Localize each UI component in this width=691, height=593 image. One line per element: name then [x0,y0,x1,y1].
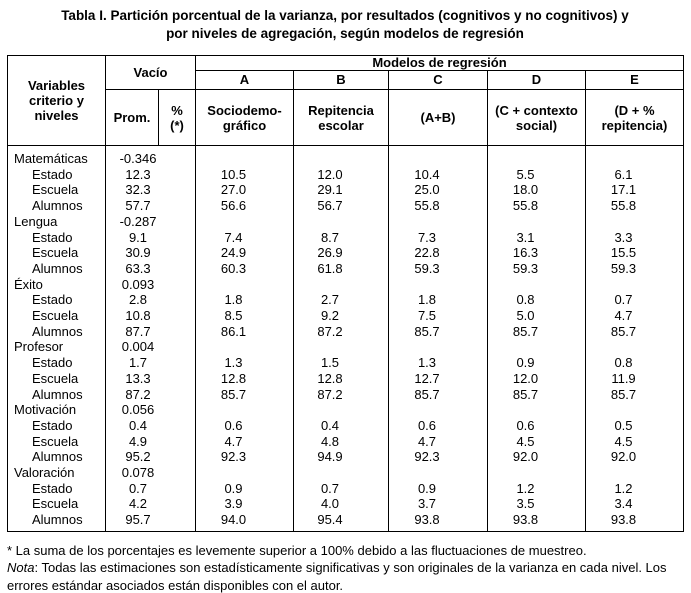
model-value-cell [488,339,586,355]
model-value-cell: 3.7 [389,496,488,512]
table-row [8,292,684,308]
data-table [7,55,684,532]
model-value-cell: 25.0 [389,182,488,198]
model-value-cell: 85.7 [488,324,586,340]
model-value-cell: 0.6 [196,418,294,434]
model-value-cell: 12.8 [196,371,294,387]
level-label-cell: Alumnos [8,198,106,214]
model-value-cell [389,402,488,418]
model-value-cell: 92.0 [488,449,586,465]
table-row [8,371,684,387]
table-row [8,496,684,512]
model-value-cell: 1.5 [294,355,389,371]
model-value-cell [586,402,684,418]
model-value-cell: 4.7 [389,434,488,450]
model-value-cell: 3.4 [586,496,684,512]
vacio-value-cell: 4.9 [106,434,196,450]
model-value-cell: 1.2 [586,481,684,497]
model-value-cell: 92.3 [389,449,488,465]
model-value-cell: 94.0 [196,512,294,531]
level-label-cell: Estado [8,167,106,183]
model-value-cell: 55.8 [389,198,488,214]
header-modelos: Modelos de regresión [196,56,684,71]
model-value-cell: 12.0 [294,167,389,183]
model-value-cell [389,277,488,293]
model-value-cell: 3.9 [196,496,294,512]
header-desc-c: (A+B) [389,90,488,146]
model-value-cell: 6.1 [586,167,684,183]
model-value-cell: 24.9 [196,245,294,261]
header-desc-e: (D + % repitencia) [586,90,684,146]
table-title-line2: por niveles de agregación, según modelos de regresión [166,26,524,41]
level-label-cell: Alumnos [8,449,106,465]
model-value-cell: 0.9 [196,481,294,497]
vacio-value-cell: 95.7 [106,512,196,531]
header-model-c: C [389,71,488,90]
model-value-cell: 4.7 [586,308,684,324]
model-value-cell [586,214,684,230]
vacio-value-cell: 87.2 [106,387,196,403]
level-label-cell: Escuela [8,434,106,450]
header-pct-asterisk: (*) [170,117,184,133]
model-value-cell: 0.6 [389,418,488,434]
model-value-cell [488,402,586,418]
model-value-cell: 27.0 [196,182,294,198]
model-value-cell: 1.8 [196,292,294,308]
level-label-cell: Estado [8,481,106,497]
model-value-cell [389,214,488,230]
level-label-cell: Escuela [8,245,106,261]
model-value-cell: 4.5 [488,434,586,450]
header-variables: Variables criterio y niveles [8,56,106,146]
vacio-value-cell: -0.346 [106,146,196,167]
model-value-cell: 7.3 [389,230,488,246]
header-model-e: E [586,71,684,90]
header-model-b: B [294,71,389,90]
level-label-cell: Alumnos [8,261,106,277]
level-label-cell: Alumnos [8,512,106,531]
model-value-cell: 0.4 [294,418,389,434]
model-value-cell: 3.1 [488,230,586,246]
model-value-cell: 95.4 [294,512,389,531]
model-value-cell: 7.4 [196,230,294,246]
model-value-cell [586,277,684,293]
model-value-cell: 0.5 [586,418,684,434]
header-pct [159,90,196,146]
model-value-cell [196,146,294,167]
level-label-cell: Escuela [8,371,106,387]
model-value-cell [389,465,488,481]
model-value-cell: 5.0 [488,308,586,324]
footnote-nota-text: : Todas las estimaciones son estadísticamente significativas y son originales de la varianza en cada nivel. Los errores estándar asociados están disponibles con el autor. [7,560,667,593]
table-title-line1: Tabla I. Partición porcentual de la varianza, por resultados (cognitivos y no cognitivos) y [61,8,629,23]
vacio-value-cell: 12.3 [106,167,196,183]
model-value-cell [389,146,488,167]
vacio-value-cell: 10.8 [106,308,196,324]
model-value-cell: 55.8 [586,198,684,214]
model-value-cell [586,146,684,167]
vacio-value-cell: 1.7 [106,355,196,371]
header-model-a: A [196,71,294,90]
vacio-value-cell: 13.3 [106,371,196,387]
table-row [8,167,684,183]
footnote-nota-label: Nota [7,560,35,576]
model-value-cell: 1.2 [488,481,586,497]
table-row [8,146,684,167]
model-value-cell: 8.7 [294,230,389,246]
table-row [8,277,684,293]
section-label-cell: Éxito [8,277,106,293]
model-value-cell: 0.8 [586,355,684,371]
model-value-cell: 0.7 [294,481,389,497]
table-row [8,449,684,465]
vacio-value-cell: 57.7 [106,198,196,214]
model-value-cell: 87.2 [294,324,389,340]
level-label-cell: Escuela [8,308,106,324]
model-value-cell: 29.1 [294,182,389,198]
model-value-cell: 93.8 [488,512,586,531]
model-value-cell: 85.7 [586,387,684,403]
model-value-cell: 26.9 [294,245,389,261]
model-value-cell: 2.7 [294,292,389,308]
level-label-cell: Estado [8,418,106,434]
model-value-cell: 12.7 [389,371,488,387]
header-row-descriptions [8,90,684,146]
model-value-cell: 86.1 [196,324,294,340]
model-value-cell: 93.8 [586,512,684,531]
table-row [8,481,684,497]
table-row [8,245,684,261]
model-value-cell [488,214,586,230]
model-value-cell [294,402,389,418]
level-label-cell: Estado [8,292,106,308]
level-label-cell: Alumnos [8,387,106,403]
model-value-cell: 18.0 [488,182,586,198]
table-header [8,56,684,146]
model-value-cell [196,277,294,293]
model-value-cell: 3.3 [586,230,684,246]
model-value-cell: 17.1 [586,182,684,198]
model-value-cell: 94.9 [294,449,389,465]
section-label-cell: Lengua [8,214,106,230]
vacio-value-cell: -0.287 [106,214,196,230]
model-value-cell [196,214,294,230]
model-value-cell: 10.4 [389,167,488,183]
footnote-asterisk: * La suma de los porcentajes es levemente superior a 100% debido a las fluctuaciones de muestreo. [7,542,587,558]
model-value-cell [294,465,389,481]
model-value-cell: 4.7 [196,434,294,450]
model-value-cell [196,339,294,355]
vacio-value-cell: 0.093 [106,277,196,293]
vacio-value-cell: 4.2 [106,496,196,512]
header-desc-a: Sociodemo-gráfico [196,90,294,146]
level-label-cell: Estado [8,230,106,246]
model-value-cell: 4.5 [586,434,684,450]
model-value-cell: 9.2 [294,308,389,324]
level-label-cell: Estado [8,355,106,371]
model-value-cell: 0.9 [488,355,586,371]
header-vacio: Vacío [106,56,196,90]
table-row [8,182,684,198]
model-value-cell [586,465,684,481]
model-value-cell: 1.3 [389,355,488,371]
model-value-cell: 7.5 [389,308,488,324]
model-value-cell [488,277,586,293]
table-row [8,512,684,531]
model-value-cell: 4.0 [294,496,389,512]
model-value-cell: 12.0 [488,371,586,387]
footnote-nota [7,559,685,593]
model-value-cell: 85.7 [389,387,488,403]
table-row [8,198,684,214]
model-value-cell: 1.3 [196,355,294,371]
table-row [8,465,684,481]
model-value-cell [294,339,389,355]
model-value-cell: 0.9 [389,481,488,497]
section-label-cell: Matemáticas [8,146,106,167]
model-value-cell: 12.8 [294,371,389,387]
model-value-cell [586,339,684,355]
table-row [8,402,684,418]
model-value-cell: 11.9 [586,371,684,387]
model-value-cell: 93.8 [389,512,488,531]
header-prom: Prom. [106,90,159,146]
table-row [8,230,684,246]
vacio-value-cell: 87.7 [106,324,196,340]
vacio-value-cell: 30.9 [106,245,196,261]
vacio-value-cell: 63.3 [106,261,196,277]
table-title [7,7,683,43]
model-value-cell: 85.7 [586,324,684,340]
table-row [8,387,684,403]
table-row [8,214,684,230]
model-value-cell: 0.7 [586,292,684,308]
footnotes [7,542,685,593]
model-value-cell: 0.8 [488,292,586,308]
header-desc-b: Repitencia escolar [294,90,389,146]
table-row [8,355,684,371]
header-pct-symbol: % [171,102,183,118]
header-row-groups [8,56,684,71]
vacio-value-cell: 2.8 [106,292,196,308]
vacio-value-cell: 32.3 [106,182,196,198]
model-value-cell: 55.8 [488,198,586,214]
table-row [8,434,684,450]
model-value-cell: 3.5 [488,496,586,512]
vacio-value-cell: 95.2 [106,449,196,465]
model-value-cell: 59.3 [488,261,586,277]
model-value-cell: 60.3 [196,261,294,277]
model-value-cell [488,465,586,481]
model-value-cell: 1.8 [389,292,488,308]
model-value-cell: 22.8 [389,245,488,261]
model-value-cell: 10.5 [196,167,294,183]
model-value-cell: 5.5 [488,167,586,183]
vacio-value-cell: 0.004 [106,339,196,355]
level-label-cell: Escuela [8,182,106,198]
model-value-cell [294,146,389,167]
model-value-cell [294,277,389,293]
model-value-cell [488,146,586,167]
model-value-cell: 8.5 [196,308,294,324]
model-value-cell: 85.7 [389,324,488,340]
vacio-value-cell: 9.1 [106,230,196,246]
header-desc-d: (C + contexto social) [488,90,586,146]
model-value-cell: 56.7 [294,198,389,214]
table-row [8,324,684,340]
header-model-d: D [488,71,586,90]
model-value-cell [294,214,389,230]
table-row [8,308,684,324]
vacio-value-cell: 0.4 [106,418,196,434]
table-body [8,146,684,532]
model-value-cell: 92.3 [196,449,294,465]
table-row [8,261,684,277]
model-value-cell: 61.8 [294,261,389,277]
model-value-cell: 59.3 [586,261,684,277]
vacio-value-cell: 0.7 [106,481,196,497]
model-value-cell: 56.6 [196,198,294,214]
model-value-cell: 92.0 [586,449,684,465]
model-value-cell: 15.5 [586,245,684,261]
table-row [8,339,684,355]
model-value-cell: 85.7 [488,387,586,403]
model-value-cell: 16.3 [488,245,586,261]
model-value-cell: 0.6 [488,418,586,434]
model-value-cell: 4.8 [294,434,389,450]
model-value-cell [196,402,294,418]
section-label-cell: Valoración [8,465,106,481]
level-label-cell: Alumnos [8,324,106,340]
table-row [8,418,684,434]
section-label-cell: Motivación [8,402,106,418]
model-value-cell [196,465,294,481]
section-label-cell: Profesor [8,339,106,355]
model-value-cell: 87.2 [294,387,389,403]
model-value-cell [389,339,488,355]
vacio-value-cell: 0.056 [106,402,196,418]
model-value-cell: 85.7 [196,387,294,403]
vacio-value-cell: 0.078 [106,465,196,481]
level-label-cell: Escuela [8,496,106,512]
model-value-cell: 59.3 [389,261,488,277]
